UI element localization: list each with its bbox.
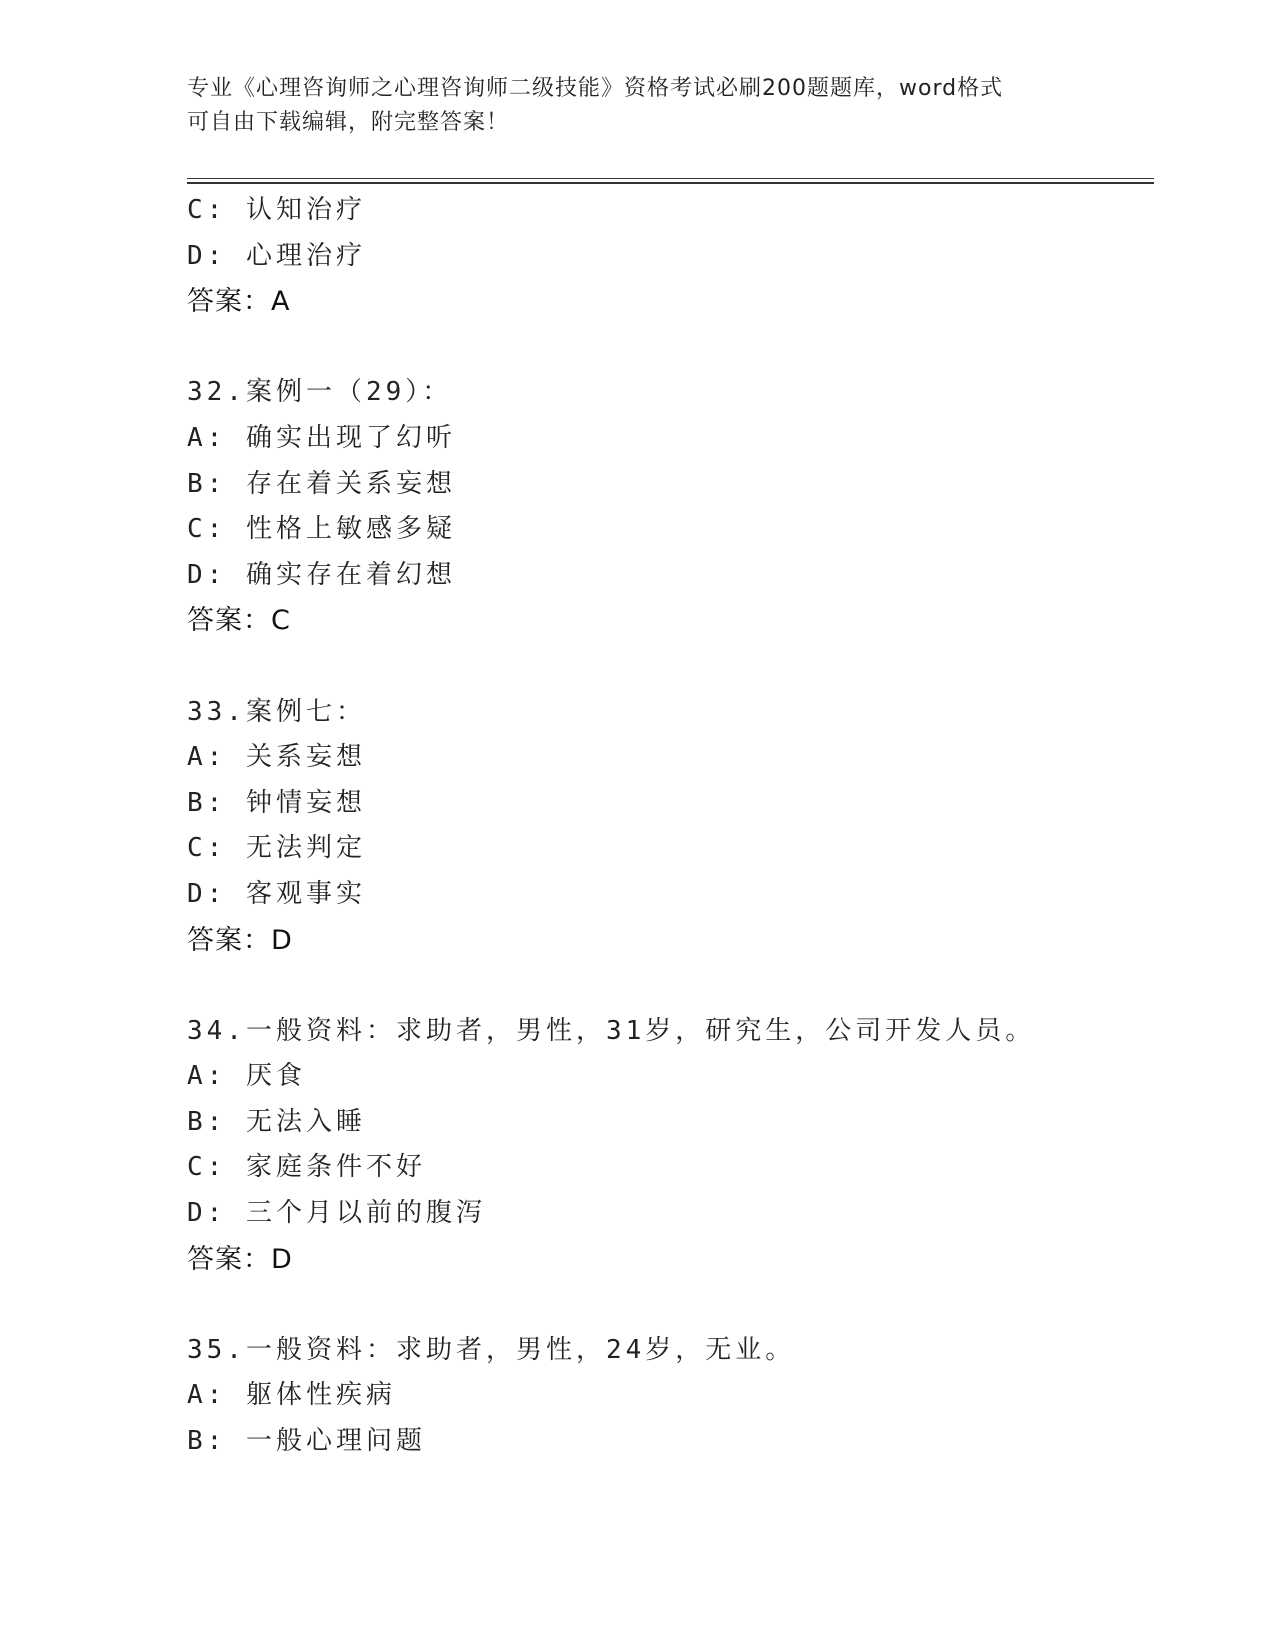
divider-line-thick (187, 182, 1154, 184)
option-line: C: 认知治疗 (187, 195, 366, 225)
divider-line-thin (187, 178, 1154, 179)
option-line: D: 确实存在着幻想 (187, 559, 456, 590)
answer-line: 答案：D (187, 1243, 293, 1275)
option-line: B: 无法入睡 (187, 1106, 366, 1137)
spacer (187, 644, 1154, 690)
option-line: C: 家庭条件不好 (187, 1152, 426, 1183)
option-line: A: 厌食 (187, 1061, 306, 1092)
spacer (187, 325, 1154, 371)
answer-line: 答案：A (187, 286, 291, 318)
document-header (187, 72, 1087, 140)
option-line: B: 一般心理问题 (187, 1426, 426, 1457)
question-title: 35.一般资料：求助者，男性，24岁，无业。 (187, 1334, 796, 1365)
question-list (187, 188, 1154, 1465)
header-line-1: 专业《心理咨询师之心理咨询师二级技能》资格考试必刷200题题库，word格式 (187, 76, 1004, 101)
option-line: D: 客观事实 (187, 878, 366, 909)
question-title: 32.案例一（29）： (187, 377, 453, 408)
answer-line: 答案：D (187, 924, 293, 956)
option-line: D: 三个月以前的腹泻 (187, 1198, 486, 1229)
answer-line: 答案：C (187, 605, 291, 637)
question-title: 34.一般资料：求助者，男性，31岁，研究生，公司开发人员。 (187, 1015, 1036, 1046)
spacer (187, 1282, 1154, 1328)
option-line: A: 确实出现了幻听 (187, 422, 456, 453)
header-line-2: 可自由下载编辑，附完整答案！ (187, 110, 510, 135)
question-title: 33.案例七： (187, 696, 366, 727)
spacer (187, 963, 1154, 1009)
option-line: C: 无法判定 (187, 833, 366, 864)
option-line: B: 钟情妄想 (187, 787, 366, 818)
option-line: D: 心理治疗 (187, 240, 366, 271)
option-line: C: 性格上敏感多疑 (187, 514, 456, 545)
option-line: A: 关系妄想 (187, 742, 366, 773)
header-divider (187, 178, 1154, 183)
option-line: B: 存在着关系妄想 (187, 468, 456, 499)
option-line: A: 躯体性疾病 (187, 1380, 396, 1411)
